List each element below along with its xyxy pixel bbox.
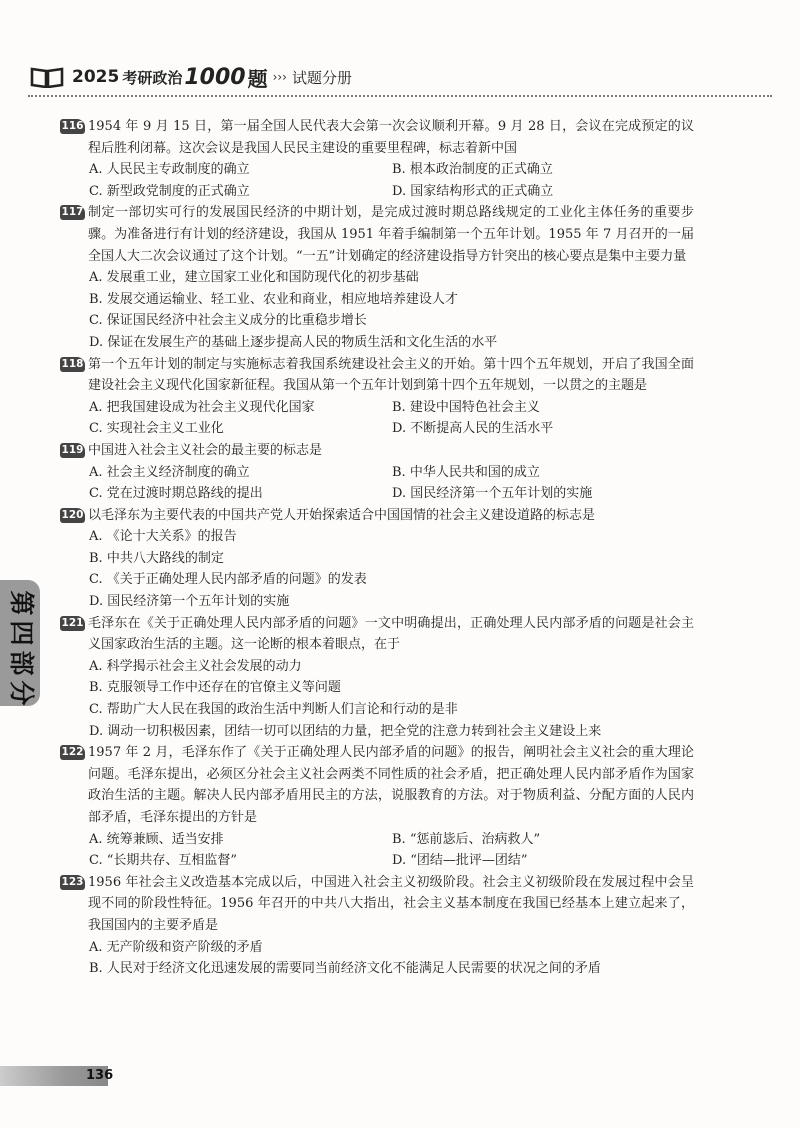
section-tab	[0, 580, 40, 706]
answer-option: C. 新型政党制度的正式确立	[89, 183, 250, 199]
answer-options	[88, 397, 694, 440]
answer-option: C. 党在过渡时期总路线的提出	[89, 486, 263, 502]
section-tab-char: 第	[7, 590, 36, 616]
question-number-badge: 120	[61, 508, 84, 521]
answer-option: D. 保证在发展生产的基础上逐步提高人民的物质生活和文化生活的水平	[89, 334, 498, 350]
question-stem: 1954 年 9 月 15 日，第一届全国人民代表大会第一次会议顺利开幕。9 月 28 日，会议在完成预定的议程后胜利闭幕。这次会议是我国人民民主建设的重要里程碑，标志着新中国	[88, 119, 694, 156]
answer-options	[88, 462, 694, 505]
page-number: 136	[86, 1068, 114, 1083]
question-stem: 以毛泽东为主要代表的中国共产党人开始探索适合中国国情的社会主义建设道路的标志是	[88, 507, 596, 523]
section-tab-char: 部	[7, 650, 36, 676]
answer-option: A. 统筹兼顾、适当安排	[89, 831, 224, 847]
question-block	[61, 872, 694, 980]
answer-option: A. 把我国建设成为社会主义现代化国家	[89, 399, 315, 415]
header-divider	[28, 95, 772, 97]
answer-option: B. 人民对于经济文化迅速发展的需要同当前经济文化不能满足人民需要的状况之间的矛盾	[89, 961, 601, 977]
header-book-name: 考研政治	[122, 68, 183, 87]
answer-options	[88, 829, 694, 872]
section-tab-char: 四	[7, 620, 36, 646]
header-year: 2025	[72, 67, 120, 87]
question-list	[61, 116, 694, 980]
question-number-badge: 116	[61, 120, 84, 132]
answer-option: D. 不断提高人民的生活水平	[392, 421, 554, 437]
question-number-badge: 119	[61, 443, 84, 456]
question-block	[61, 505, 694, 613]
answer-option: B. 建设中国特色社会主义	[392, 399, 540, 415]
answer-option: D. “团结—批评—团结”	[392, 853, 528, 869]
answer-option: B. 中华人民共和国的成立	[392, 464, 540, 480]
answer-options	[88, 267, 694, 353]
answer-option: C. 《关于正确处理人民内部矛盾的问题》的发表	[89, 572, 367, 588]
question-block	[61, 354, 694, 440]
answer-option: A. 社会主义经济制度的确立	[89, 464, 250, 480]
answer-option: C. 保证国民经济中社会主义成分的比重稳步增长	[89, 313, 367, 329]
question-stem: 毛泽东在《关于正确处理人民内部矛盾的问题》一文中明确提出，正确处理人民内部矛盾的问题是社会主义国家政治生活的主题。这一论断的根本着眼点，在于	[88, 615, 694, 653]
page-header	[30, 64, 352, 90]
answer-option: A. 人民民主专政制度的确立	[89, 162, 250, 178]
answer-options	[88, 656, 694, 742]
answer-option: B. 发展交通运输业、轻工业、农业和商业，相应地培养建设人才	[89, 291, 458, 307]
question-block	[61, 202, 694, 353]
section-tab-char: 分	[7, 680, 36, 706]
question-number-badge: 117	[61, 206, 84, 219]
answer-option: A. 科学揭示社会主义社会发展的动力	[89, 658, 302, 674]
answer-option: B. 克服领导工作中还存在的官僚主义等问题	[89, 680, 341, 696]
question-stem: 1956 年社会主义改造基本完成以后，中国进入社会主义初级阶段。社会主义初级阶段在发展过程中会呈现不同的阶段性特征。1956 年召开的中共八大指出，社会主义基本制度在我国已经基本上建立起来了，我国国内的主要矛盾是	[88, 874, 694, 933]
question-number-badge: 118	[61, 357, 84, 370]
question-block	[61, 613, 694, 743]
question-block	[61, 742, 694, 872]
answer-option: B. 根本政治制度的正式确立	[392, 162, 553, 178]
question-stem: 1957 年 2 月，毛泽东作了《关于正确处理人民内部矛盾的问题》的报告，阐明社会主义社会的重大理论问题。毛泽东提出，必须区分社会主义社会两类不同性质的社会矛盾，把正确处理人民内部矛盾作为国家政治生活的主题。解决人民内部矛盾用民主的方法，说服教育的方法。对于物质利益、分配方面的人民内部矛盾，毛泽东提出的方针是	[88, 745, 694, 825]
question-stem: 中国进入社会主义社会的最主要的标志是	[88, 442, 323, 458]
question-number-badge: 122	[61, 746, 84, 759]
answer-option: A. 发展重工业，建立国家工业化和国防现代化的初步基础	[89, 270, 419, 286]
answer-option: A. 《论十大关系》的报告	[89, 529, 237, 545]
answer-option: C. “长期共存、互相监督”	[89, 853, 238, 869]
answer-option: B. 中共八大路线的制定	[89, 550, 224, 566]
question-block	[61, 116, 694, 202]
book-icon	[30, 66, 64, 88]
answer-option: A. 无产阶级和资产阶级的矛盾	[89, 939, 263, 955]
answer-options	[88, 526, 694, 612]
question-stem: 制定一部切实可行的发展国民经济的中期计划，是完成过渡时期总路线规定的工业化主体任务的重要步骤。为准备进行有计划的经济建设，我国从 1951 年着手编制第一个五年计划。1955 年 7 月召开的一届全国人大二次会议通过了这个计划。“一五”计划确定的经济建设指导方针突出的核心要点是集中主要力量	[88, 205, 694, 264]
question-stem: 第一个五年计划的制定与实施标志着我国系统建设社会主义的开始。第十四个五年规划，开启了我国全面建设社会主义现代化国家新征程。我国从第一个五年计划到第十四个五年规划，一以贯之的主题是	[88, 356, 694, 394]
question-number-badge: 121	[61, 616, 84, 629]
answer-option: C. 实现社会主义工业化	[89, 421, 224, 437]
question-block	[61, 440, 694, 505]
header-book-ti: 题	[247, 66, 268, 91]
question-number-badge: 123	[61, 875, 84, 888]
answer-option: D. 国民经济第一个五年计划的实施	[392, 486, 593, 502]
answer-options	[88, 159, 694, 202]
answer-option: D. 调动一切积极因素，团结一切可以团结的力量，把全党的注意力转到社会主义建设上来	[89, 723, 602, 739]
header-arrows: ›››	[272, 70, 287, 84]
answer-option: C. 帮助广大人民在我国的政治生活中判断人们言论和行动的是非	[89, 702, 458, 718]
answer-option: B. “惩前毖后、治病救人”	[392, 831, 541, 847]
header-subtitle: 试题分册	[291, 68, 352, 87]
answer-option: D. 国民经济第一个五年计划的实施	[89, 594, 290, 610]
header-book-number: 1000	[184, 64, 246, 90]
section-tab-label	[6, 588, 36, 708]
answer-option: D. 国家结构形式的正式确立	[392, 183, 554, 199]
answer-options	[88, 937, 694, 980]
